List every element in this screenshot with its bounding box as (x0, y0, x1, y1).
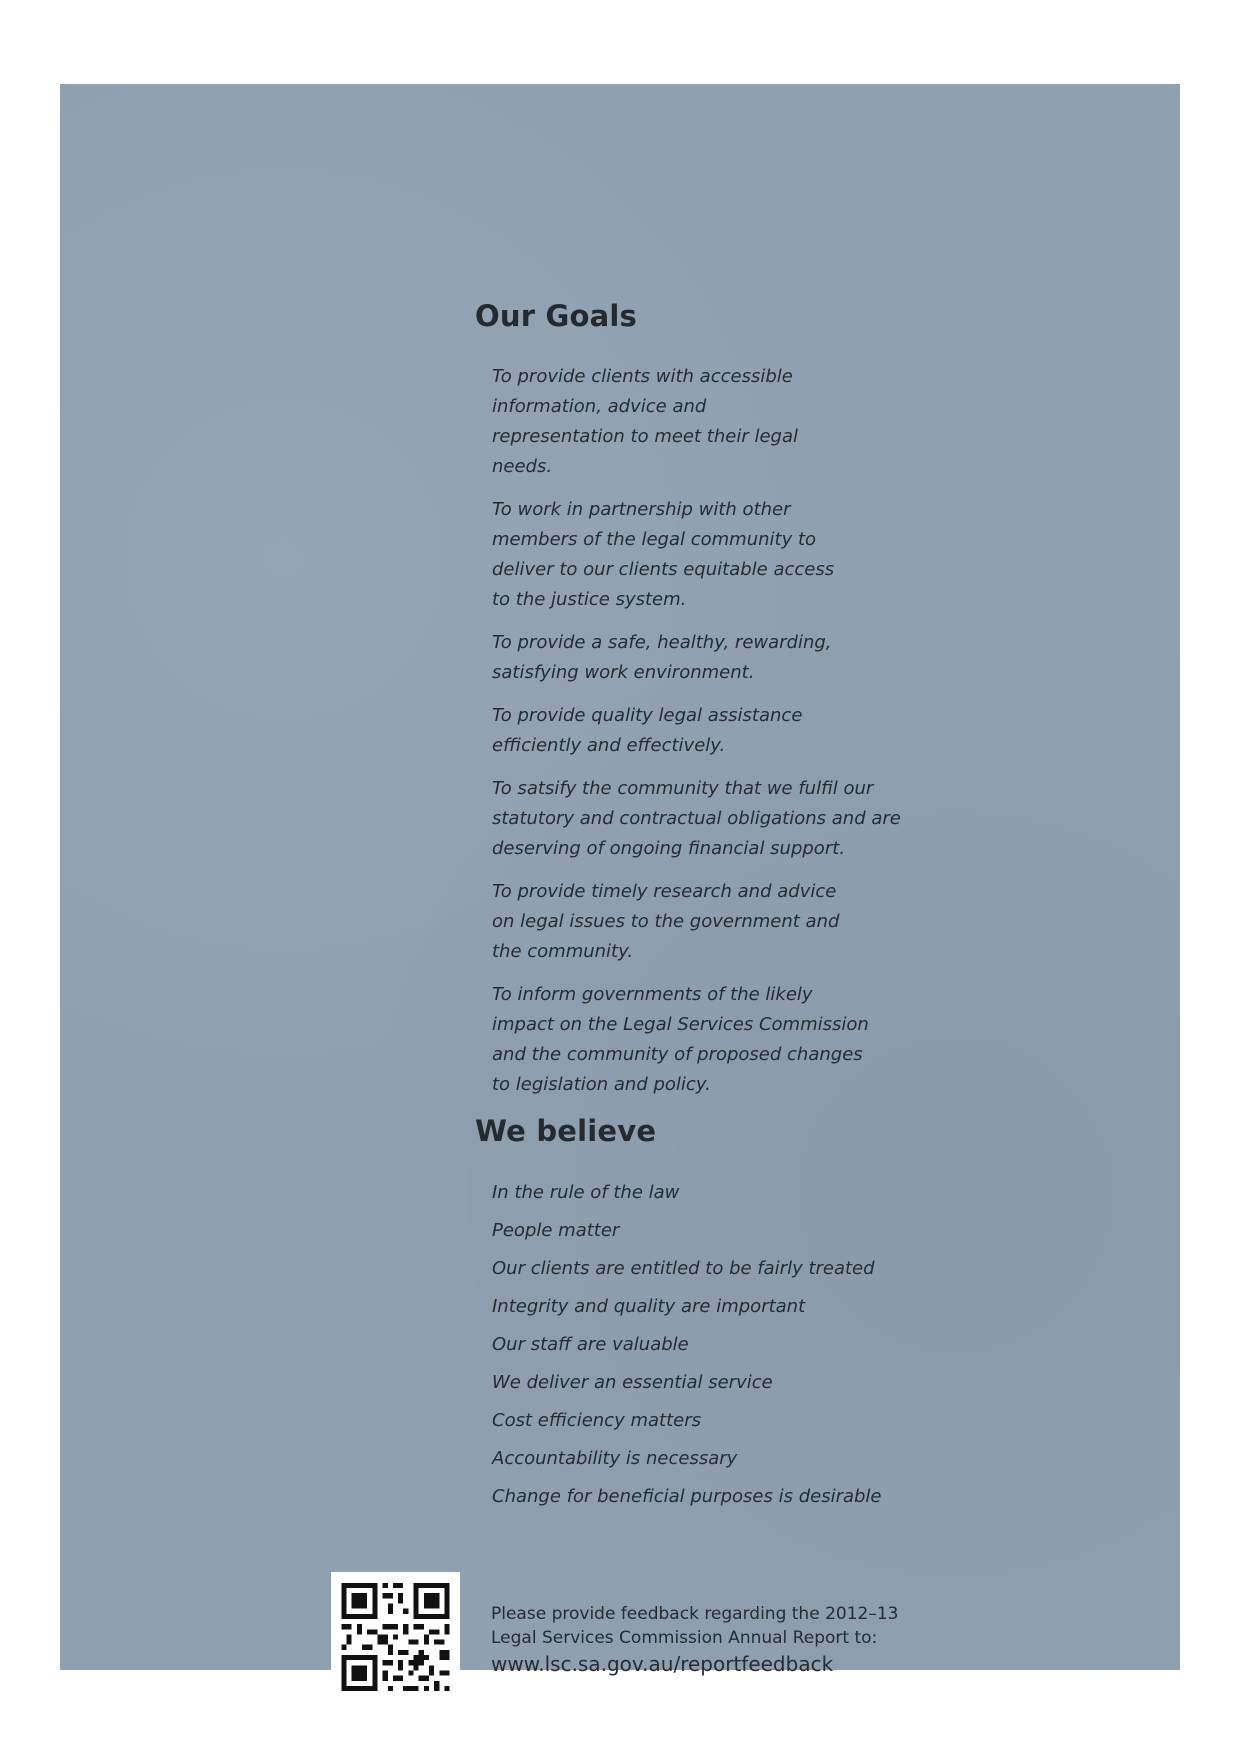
belief-item: In the rule of the law (492, 1182, 680, 1203)
feedback-url-link[interactable]: www.lsc.sa.gov.au/reportfeedback (491, 1652, 834, 1676)
qr-code[interactable] (331, 1572, 460, 1702)
goal-item: To provide timely research and advice on legal issues to the government and the community. (492, 881, 840, 962)
beliefs-list (492, 1174, 972, 1516)
feedback-line-2: Legal Services Commission Annual Report to: (491, 1628, 878, 1648)
qr-code-icon (331, 1572, 460, 1702)
belief-item: We deliver an essential service (492, 1372, 773, 1393)
belief-item: Accountability is necessary (492, 1448, 738, 1469)
goals-heading: Our Goals (475, 299, 637, 333)
goal-item: To work in partnership with other members of the legal community to deliver to our clients equitable access to the justice system. (492, 499, 835, 610)
goal-item: To provide quality legal assistance efficiently and effectively. (492, 705, 803, 756)
belief-item: Integrity and quality are important (492, 1296, 806, 1317)
belief-item: People matter (492, 1220, 620, 1241)
belief-item: Our staff are valuable (492, 1334, 689, 1355)
goal-item: To provide a safe, healthy, rewarding, satisfying work environment. (492, 632, 832, 683)
goal-item: To inform governments of the likely impact on the Legal Services Commission and the community of proposed changes to legislation and policy. (492, 984, 869, 1095)
belief-item: Our clients are entitled to be fairly treated (492, 1258, 875, 1279)
beliefs-heading: We believe (475, 1114, 657, 1148)
belief-item: Cost efficiency matters (492, 1410, 701, 1431)
belief-item: Change for beneficial purposes is desirable (492, 1486, 882, 1507)
goal-item: To satsify the community that we fulfil our statutory and contractual obligations and are deserving of ongoing financial support. (492, 778, 901, 859)
feedback-block (491, 1602, 931, 1678)
goal-item: To provide clients with accessible information, advice and representation to meet their legal needs. (492, 366, 798, 477)
goals-list (492, 362, 922, 1113)
cover-panel (60, 84, 1180, 1676)
feedback-line-1: Please provide feedback regarding the 2012–13 (491, 1604, 899, 1624)
